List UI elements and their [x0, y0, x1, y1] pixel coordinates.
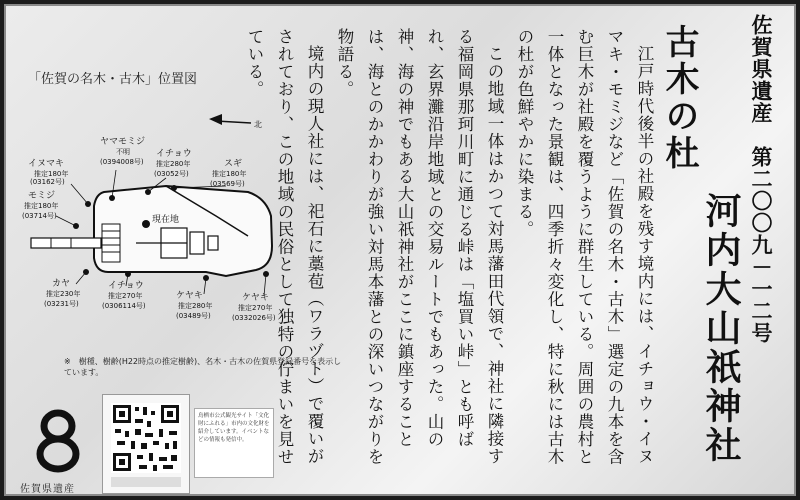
tree-label-name: カヤ [52, 279, 71, 289]
description-paragraph: この地域一体はかつて対馬藩田代領で、神社に隣接する福岡県那珂川町に通じる峠は「塩買い峠」とも呼ばれ、玄界灘沿岸地域との交易ルートでもあった。山の神、海の神でもある大山祇神社がここに鎮座することは、海とのかかわりが強い対馬本藩との深いつながりを物語る。 [335, 28, 504, 466]
logo-caption: 佐賀県遺産 [20, 484, 75, 495]
tree-label-spec: 推定180年 [212, 170, 247, 178]
tree-label-id: (03052号) [154, 170, 189, 178]
tree-label-id: (03714号) [22, 212, 57, 220]
stairs [102, 224, 120, 262]
tree-label-id: (0306114号) [102, 302, 146, 310]
tree-label-spec: 不明 [116, 148, 130, 156]
tree-label-id: (03162号) [30, 178, 65, 186]
description-paragraph: 江戸時代後半の社殿を残す境内には、イチョウ・イヌマキ・モミジなど「佐賀の名木・古木」選定の九本を含む巨木が社殿を覆うように群生している。周囲の農村と一体となった景観は、四季折々変化し、特に秋には古木の杜が色鮮やかに染まる。 [515, 28, 654, 466]
tree-label-name: ケヤキ [176, 291, 203, 301]
map-footnote: ※ 樹種、樹齢(H22時点の推定樹齢)、名木・古木の佐賀県登録番号を表示しています。 [64, 357, 342, 377]
qr-code[interactable] [102, 394, 190, 494]
current-location-marker [142, 220, 150, 228]
tree-label-id: (03489号) [176, 312, 211, 320]
tree-label-name: イヌマキ [28, 159, 65, 169]
north-arrow-icon [209, 114, 251, 125]
tree-label-spec: 推定270年 [108, 292, 143, 300]
sign-title-primary: 古木の杜 [659, 24, 699, 172]
sign-title-shrine-name: 河内大山祇神社 [700, 192, 741, 465]
approach-path [31, 238, 101, 248]
qr-code-icon [103, 395, 189, 493]
tree-label-spec: 推定180年 [34, 170, 69, 178]
tree-label-name: イチョウ [108, 281, 144, 291]
saga-heritage-logo-icon [28, 406, 88, 474]
tree-label-name: イチョウ [156, 149, 192, 159]
current-location-label: 現在地 [152, 215, 180, 225]
tree-label-name: スギ [224, 159, 243, 169]
tree-label-spec: 推定180年 [24, 202, 59, 210]
tree-label-spec: 推定270年 [238, 304, 273, 312]
tree-label-id: (03569号) [210, 180, 245, 188]
location-map [16, 106, 316, 351]
tree-label-spec: 推定280年 [156, 160, 191, 168]
map-title: 「佐賀の名木・古木」位置図 [28, 72, 198, 87]
qr-caption: 鳥栖市公式観光サイト「文化財にふれる」市内の文化財を紹介しています。イベントなどの情報も発信中。 [194, 408, 274, 478]
tree-label-name: ケヤキ [242, 293, 269, 303]
tree-label-spec: 推定230年 [46, 290, 81, 298]
heritage-series-number: 佐賀県遺産 第二〇〇九－一二号 [749, 14, 773, 344]
tree-label-id: (0332026号) [232, 314, 276, 322]
tree-label-id: (03231号) [44, 300, 79, 308]
tree-label-spec: 推定280年 [178, 302, 213, 310]
tree-label-name: ヤマモミジ [100, 137, 146, 147]
north-label: 北 [254, 120, 262, 129]
description-paragraph: 境内の現人社には、祀石に藁苞（ワラヅト）で覆いがされており、この地域の民俗として独特の佇まいを見せている。 [245, 28, 324, 466]
tree-label-name: モミジ [28, 191, 56, 201]
tree-label-id: (0394008号) [100, 158, 144, 166]
heritage-sign-board [4, 4, 796, 496]
